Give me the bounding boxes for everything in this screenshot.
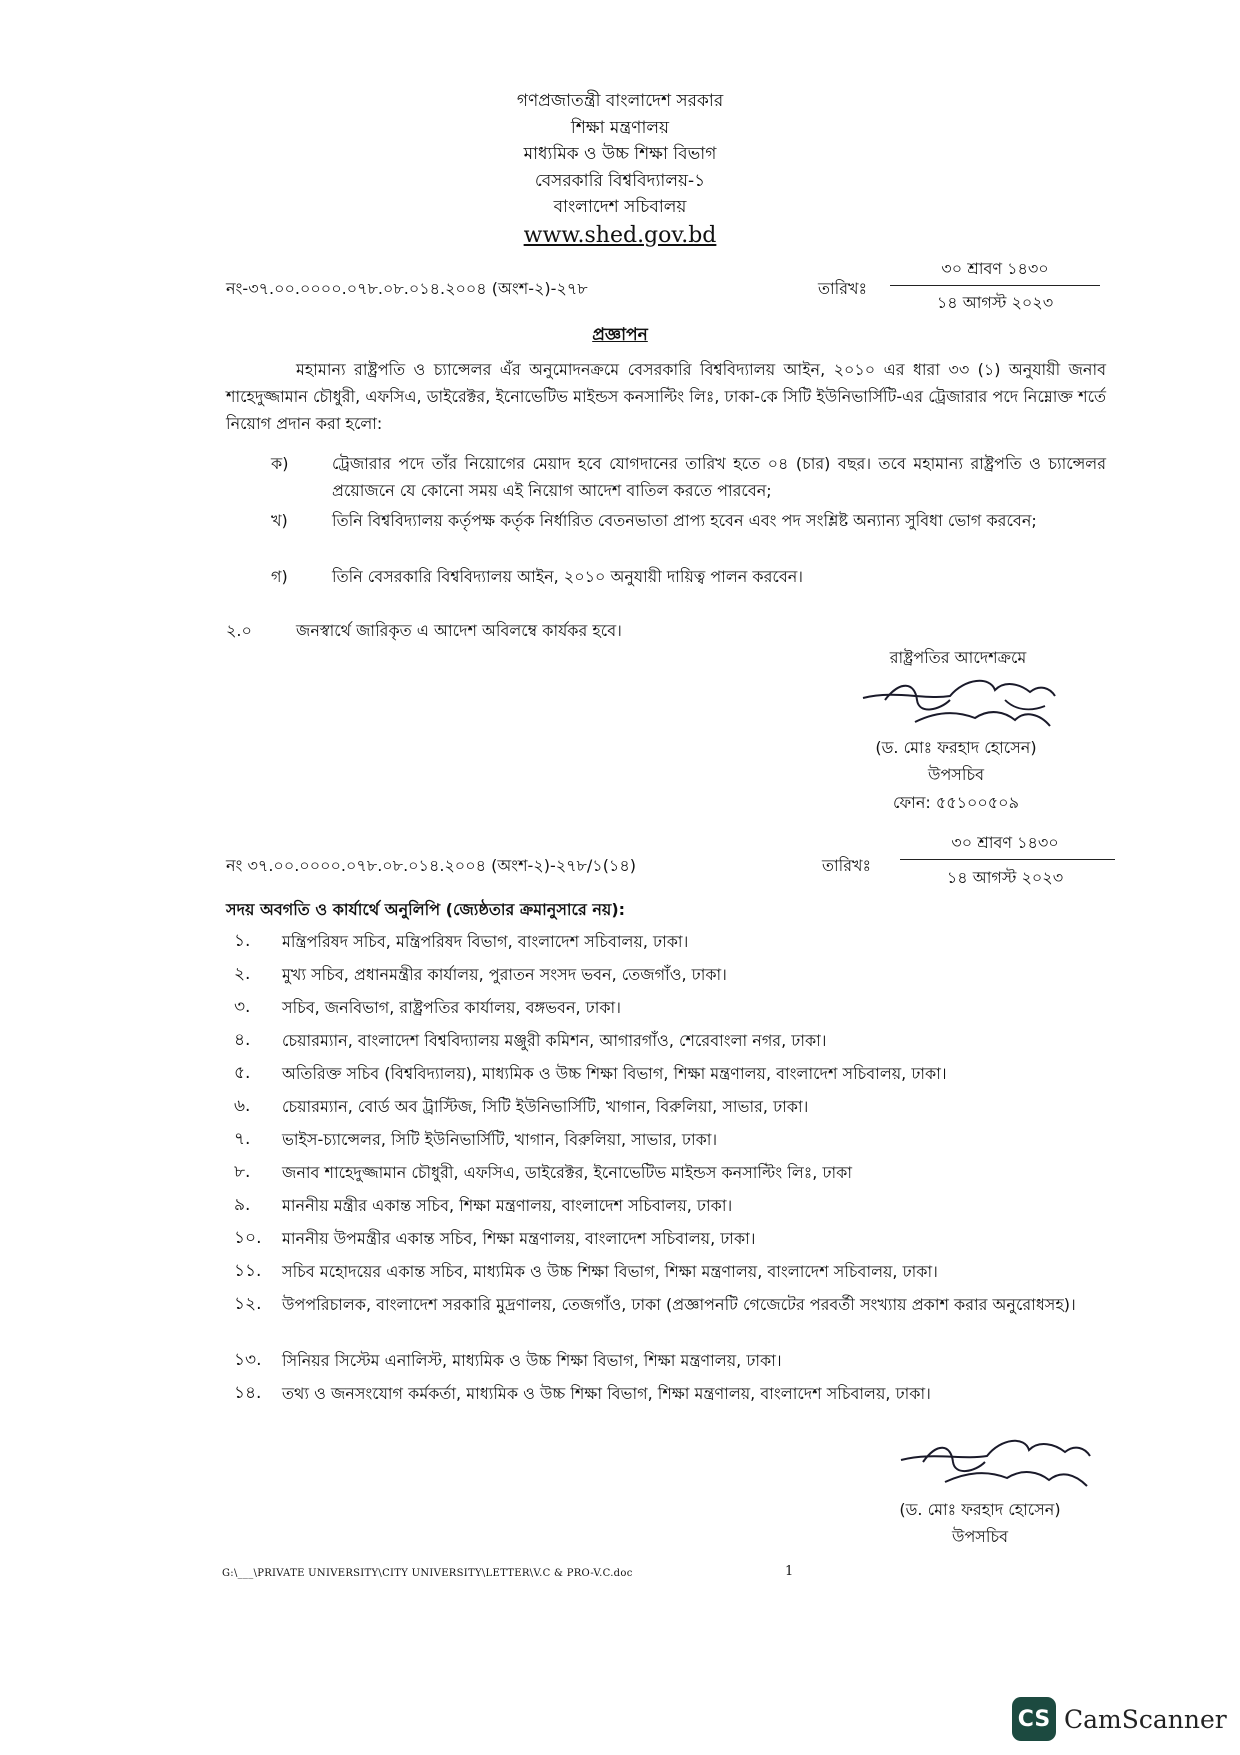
- item-number: ৪.: [234, 1030, 251, 1050]
- item-text: চেয়ারম্যান, বাংলাদেশ বিশ্ববিদ্যালয় মঞ্জুরী কমিশন, আগারগাঁও, শেরেবাংলা নগর, ঢাকা।: [282, 1031, 827, 1050]
- item-number: ৮.: [234, 1162, 251, 1182]
- list-item: [226, 1347, 1106, 1380]
- item-text: মন্ত্রিপরিষদ সচিব, মন্ত্রিপরিষদ বিভাগ, বাংলাদেশ সচিবালয়, ঢাকা।: [282, 932, 689, 951]
- item-number: ১৪.: [234, 1383, 262, 1403]
- govt-name: গণপ্রজাতন্ত্রী বাংলাদেশ সরকার: [516, 91, 724, 111]
- list-item: [226, 1258, 1106, 1291]
- item-text: সচিব, জনবিভাগ, রাষ্ট্রপতির কার্যালয়, বঙ্গভবন, ঢাকা।: [282, 998, 621, 1017]
- order-line: রাষ্ট্রপতির আদেশক্রমে: [889, 648, 1027, 667]
- signatory-name: (ড. মোঃ ফরহাদ হোসেন): [899, 1500, 1061, 1519]
- clause-marker: খ): [271, 511, 288, 530]
- clause-text: তিনি বিশ্ববিদ্যালয় কর্তৃপক্ষ কর্তৃক নির্ধারিত বেতনভাতা প্রাপ্য হবেন এবং পদ সংশ্লিষ্ট অন্যান্য সুবিধা ভোগ করবেন;: [332, 511, 1037, 530]
- item-number: ১০.: [234, 1228, 262, 1248]
- list-item: [226, 1060, 1106, 1093]
- item-text: উপপরিচালক, বাংলাদেশ সরকারি মুদ্রণালয়, তেজগাঁও, ঢাকা (প্রজ্ঞাপনটি গেজেটের পরবর্তী সংখ্যায় প্রকাশ করার অনুরোধসহ)।: [282, 1295, 1076, 1314]
- clause-marker: গ): [271, 567, 288, 586]
- item-number: ৬.: [234, 1096, 251, 1116]
- item-text: সিনিয়র সিস্টেম এনালিস্ট, মাধ্যমিক ও উচ্চ শিক্ষা বিভাগ, শিক্ষা মন্ত্রণালয়, ঢাকা।: [282, 1351, 782, 1370]
- list-item: [226, 1380, 1106, 1413]
- clause-text: ট্রেজারার পদে তাঁর নিয়োগের মেয়াদ হবে যোগদানের তারিখ হতে ০৪ (চার) বছর। তবে মহামান্য রাষ্ট্রপতি ও চ্যান্সেলর প্রয়োজনে যে কোনো সময় এই নিয়োগ আদেশ বাতিল করতে পারবেন;: [332, 454, 1106, 500]
- list-item: [226, 1126, 1106, 1159]
- memo-copy-reference-number: নং ৩৭.০০.০০০০.০৭৮.০৮.০১৪.২০০৪ (অংশ-২)-২৭৮/১(১৪): [226, 856, 636, 875]
- section-name: বেসরকারি বিশ্ববিদ্যালয়-১: [534, 170, 706, 191]
- signatory-designation: উপসচিব: [927, 765, 984, 784]
- notice-title-text: প্রজ্ঞাপন: [592, 325, 648, 345]
- signatory-designation: উপসচিব: [951, 1527, 1008, 1546]
- item-number: ২.: [234, 964, 251, 984]
- item-text: ভাইস-চ্যান্সেলর, সিটি ইউনিভার্সিটি, খাগান, বিরুলিয়া, সাভার, ঢাকা।: [282, 1130, 718, 1149]
- item-number: ১৩.: [234, 1350, 262, 1370]
- item-number: ১.: [234, 931, 251, 951]
- date-label: তারিখঃ: [818, 279, 868, 298]
- office-address: বাংলাদেশ সচিবালয়: [553, 197, 687, 217]
- list-item: [226, 1192, 1106, 1225]
- notice-title: [0, 322, 1240, 350]
- item-number: ৩.: [234, 997, 251, 1017]
- signatory-name: (ড. মোঃ ফরহাদ হোসেন): [875, 738, 1037, 757]
- list-item: [226, 1291, 1106, 1347]
- item-text: সচিব মহোদয়ের একান্ত সচিব, মাধ্যমিক ও উচ্চ শিক্ষা বিভাগ, শিক্ষা মন্ত্রণালয়, বাংলাদেশ সচিবালয়, ঢাকা।: [282, 1262, 938, 1281]
- item-number: ৫.: [234, 1063, 251, 1083]
- date-bangla: ৩০ শ্রাবণ ১৪৩০: [941, 259, 1049, 278]
- list-item: [226, 1027, 1106, 1060]
- camscanner-logo-icon: CS: [1012, 1697, 1056, 1741]
- item-text: তথ্য ও জনসংযোগ কর্মকর্তা, মাধ্যমিক ও উচ্চ শিক্ষা বিভাগ, শিক্ষা মন্ত্রণালয়, বাংলাদেশ সচিবালয়, ঢাকা।: [282, 1384, 931, 1403]
- item-number: ৭.: [234, 1129, 251, 1149]
- clause-ka: [226, 450, 1106, 504]
- website-link[interactable]: www.shed.gov.bd: [523, 222, 717, 248]
- item-number: ১১.: [234, 1261, 262, 1281]
- handwritten-signature-1: [855, 670, 1065, 745]
- item-text: মাননীয় মন্ত্রীর একান্ত সচিব, শিক্ষা মন্ত্রণালয়, বাংলাদেশ সচিবালয়, ঢাকা।: [282, 1196, 733, 1215]
- date-label: তারিখঃ: [822, 856, 872, 875]
- paragraph-text: জনস্বার্থে জারিকৃত এ আদেশ অবিলম্বে কার্যকর হবে।: [296, 621, 622, 640]
- clause-marker: ক): [271, 454, 289, 473]
- clause-text: তিনি বেসরকারি বিশ্ববিদ্যালয় আইন, ২০১০ অনুযায়ী দায়িত্ব পালন করবেন।: [332, 567, 803, 586]
- letterhead: [0, 88, 1240, 249]
- item-text: মাননীয় উপমন্ত্রীর একান্ত সচিব, শিক্ষা মন্ত্রণালয়, বাংলাদেশ সচিবালয়, ঢাকা।: [282, 1229, 756, 1248]
- date-divider: [890, 285, 1100, 286]
- memo-reference-number: নং-৩৭.০০.০০০০.০৭৮.০৮.০১৪.২০০৪ (অংশ-২)-২৭৮: [226, 279, 588, 298]
- list-item: [226, 994, 1106, 1027]
- distribution-list: [226, 928, 1106, 1413]
- item-text: অতিরিক্ত সচিব (বিশ্ববিদ্যালয়), মাধ্যমিক ও উচ্চ শিক্ষা বিভাগ, শিক্ষা মন্ত্রণালয়, বাংলাদেশ সচিবালয়, ঢাকা।: [282, 1064, 947, 1083]
- date-divider: [900, 859, 1115, 860]
- division-name: মাধ্যমিক ও উচ্চ শিক্ষা বিভাগ: [523, 144, 717, 164]
- item-number: ১২.: [234, 1294, 262, 1314]
- clause-ga: [226, 563, 1106, 590]
- ministry-name: শিক্ষা মন্ত্রণালয়: [570, 117, 670, 138]
- list-item: [226, 1225, 1106, 1258]
- item-text: জনাব শাহেদুজ্জামান চৌধুরী, এফসিএ, ডাইরেক্টর, ইনোভেটিভ মাইন্ডস কনসাল্টিং লিঃ, ঢাকা: [282, 1163, 852, 1182]
- item-text: চেয়ারম্যান, বোর্ড অব ট্রাস্টিজ, সিটি ইউনিভার্সিটি, খাগান, বিরুলিয়া, সাভার, ঢাকা।: [282, 1097, 809, 1116]
- list-item: [226, 1159, 1106, 1192]
- clause-kha: [226, 507, 1106, 534]
- camscanner-watermark: [1012, 1697, 1227, 1741]
- list-item: [226, 961, 1106, 994]
- date-bangla: ৩০ শ্রাবণ ১৪৩০: [951, 833, 1059, 852]
- signatory-phone: ফোন: ৫৫১০০৫০৯: [893, 793, 1019, 812]
- paragraph-number: ২.০: [226, 621, 252, 640]
- item-number: ৯.: [234, 1195, 251, 1215]
- file-path-footer: G:\___\PRIVATE UNIVERSITY\CITY UNIVERSITY\LETTER\V.C & PRO-V.C.doc: [222, 1568, 633, 1579]
- page-number: 1: [785, 1564, 794, 1579]
- notice-intro-paragraph: মহামান্য রাষ্ট্রপতি ও চ্যান্সেলর এঁর অনুমোদনক্রমে বেসরকারি বিশ্ববিদ্যালয় আইন, ২০১০ এর ধারা ৩৩ (১) অনুযায়ী জনাব শাহেদুজ্জামান চৌধুরী, এফসিএ, ডাইরেক্টর, ইনোভেটিভ মাইন্ডস কনসাল্টিং লিঃ, ঢাকা-কে সিটি ইউনিভার্সিটি-এর ট্রেজারার পদে নিম্নোক্ত শর্তে নিয়োগ প্রদান করা হলো:: [226, 360, 1106, 433]
- camscanner-text: CamScanner: [1064, 1704, 1227, 1734]
- list-item: [226, 1093, 1106, 1126]
- list-item: [226, 928, 1106, 961]
- handwritten-signature-2: [895, 1430, 1095, 1502]
- date-gregorian: ১৪ আগস্ট ২০২৩: [946, 868, 1064, 887]
- date-gregorian: ১৪ আগস্ট ২০২৩: [936, 293, 1054, 312]
- item-text: মুখ্য সচিব, প্রধানমন্ত্রীর কার্যালয়, পুরাতন সংসদ ভবন, তেজগাঁও, ঢাকা।: [282, 965, 727, 984]
- distribution-title: সদয় অবগতি ও কার্যার্থে অনুলিপি (জ্যেষ্ঠতার ক্রমানুসারে নয়):: [226, 900, 626, 919]
